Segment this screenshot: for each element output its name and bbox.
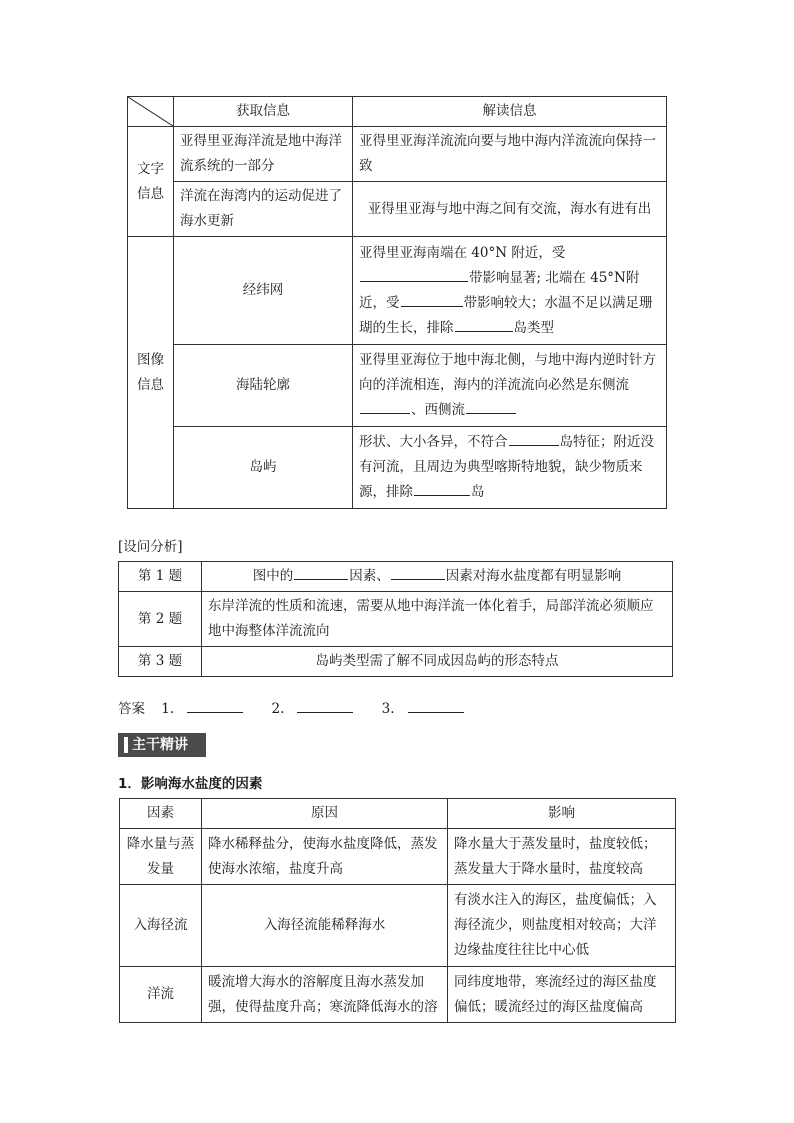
diagonal-line-icon	[128, 97, 173, 126]
blank-q1-1[interactable]	[294, 565, 348, 580]
row3-read-c: 带影响较大；水温不足以满足珊瑚的生长，排除	[359, 294, 653, 336]
r1-effect: 降水量大于蒸发量时，盐度较低；蒸发量大于降水量时，盐度较高	[448, 829, 676, 885]
row2-read: 亚得里亚海与地中海之间有交流，海水有进有出	[353, 182, 667, 237]
header-read-info: 解读信息	[353, 97, 667, 127]
q3-text: 岛屿类型需了解不同成因岛屿的形态特点	[202, 647, 673, 677]
r1-reason: 降水稀释盐分，使海水盐度降低，蒸发使海水浓缩，盐度升高	[202, 829, 448, 885]
r2-reason: 入海径流能稀释海水	[202, 885, 448, 967]
blank-q1-2[interactable]	[391, 565, 445, 580]
row3-get: 经纬网	[174, 237, 353, 345]
diagonal-header-cell	[128, 97, 174, 127]
header-get-info: 获取信息	[174, 97, 353, 127]
header-factor: 因素	[120, 799, 202, 829]
header-reason: 原因	[202, 799, 448, 829]
row4-read-b: 、西侧流	[411, 402, 465, 418]
answer-3-num: 3.	[381, 701, 395, 717]
q1-text-b: 因素、	[349, 568, 390, 584]
r2-factor: 入海径流	[120, 885, 202, 967]
q1-text-a: 图中的	[252, 568, 294, 584]
info-table	[127, 96, 667, 509]
answer-1	[161, 701, 255, 717]
subheading: 1．影响海水盐度的因素	[118, 776, 263, 792]
row3-read	[353, 237, 667, 345]
blank-4[interactable]	[360, 399, 410, 414]
text-info-group: 文字 信息	[128, 127, 174, 237]
blank-6[interactable]	[509, 431, 559, 446]
row4-read	[353, 345, 667, 427]
q3-label: 第 3 题	[119, 647, 202, 677]
r3-factor: 洋流	[120, 967, 202, 1023]
r3-effect: 同纬度地带，寒流经过的海区盐度偏低；暖流经过的海区盐度偏高	[448, 967, 676, 1023]
row3-read-b: 带影响显著; 北端在 45°N附近，受	[359, 269, 640, 311]
answers-line	[118, 697, 488, 717]
r2-effect: 有淡水注入的海区，盐度偏低；入海径流少，则盐度相对较高；大洋边缘盐度往往比中心低	[448, 885, 676, 967]
answer-2-num: 2.	[271, 701, 285, 717]
answer-3	[382, 701, 476, 717]
row3-read-a: 亚得里亚海南端在 40°N 附近，受	[359, 244, 566, 261]
section-header	[118, 733, 206, 757]
blank-2[interactable]	[401, 292, 463, 307]
section-marker-icon	[124, 737, 128, 753]
row4-read-a: 亚得里亚海位于地中海北侧，与地中海内逆时针方向的洋流相连，海内的洋流流向必然是东侧流	[359, 352, 656, 393]
answer-1-blank[interactable]	[187, 698, 243, 713]
q2-label: 第 2 题	[119, 592, 202, 647]
answers-label: 答案	[118, 701, 145, 717]
row5-read-c: 岛	[471, 484, 485, 500]
row5-read-a: 形状、大小各异，不符合	[359, 434, 508, 450]
question-analysis-table	[118, 561, 673, 677]
answer-2	[271, 701, 365, 717]
row1-read: 亚得里亚海洋流流向要与地中海内洋流流向保持一致	[353, 127, 667, 182]
section-title: 主干精讲	[132, 737, 188, 753]
row5-get: 岛屿	[174, 427, 353, 509]
row1-get: 亚得里亚海洋流是地中海洋流系统的一部分	[174, 127, 353, 182]
row5-read	[353, 427, 667, 509]
row5-read-b: 岛特征；附近没有河流，且周边为典型喀斯特地貌，缺少物质来源，排除	[359, 434, 654, 500]
row4-get: 海陆轮廓	[174, 345, 353, 427]
answer-3-blank[interactable]	[408, 698, 464, 713]
row3-read-d: 岛类型	[513, 319, 554, 336]
q2-text: 东岸洋流的性质和流速，需要从地中海洋流一体化着手，局部洋流必须顺应地中海整体洋流流向	[202, 592, 673, 647]
q1-label: 第 1 题	[119, 562, 202, 592]
blank-5[interactable]	[466, 399, 516, 414]
answer-2-blank[interactable]	[297, 698, 353, 713]
blank-7[interactable]	[414, 481, 470, 496]
row2-get: 洋流在海湾内的运动促进了海水更新	[174, 182, 353, 237]
q1-text-c: 因素对海水盐度都有明显影响	[445, 568, 622, 584]
r3-reason: 暖流增大海水的溶解度且海水蒸发加强，使得盐度升高；寒流降低海水的溶	[202, 967, 448, 1023]
header-effect: 影响	[448, 799, 676, 829]
blank-3[interactable]	[455, 317, 513, 332]
r1-factor: 降水量与蒸发量	[120, 829, 202, 885]
analysis-label: [设问分析]	[118, 539, 183, 555]
salinity-factors-table	[119, 798, 676, 1023]
q1-text	[202, 562, 673, 592]
blank-1[interactable]	[360, 267, 468, 282]
image-info-group: 图像 信息	[128, 237, 174, 509]
answer-1-num: 1.	[161, 701, 175, 717]
